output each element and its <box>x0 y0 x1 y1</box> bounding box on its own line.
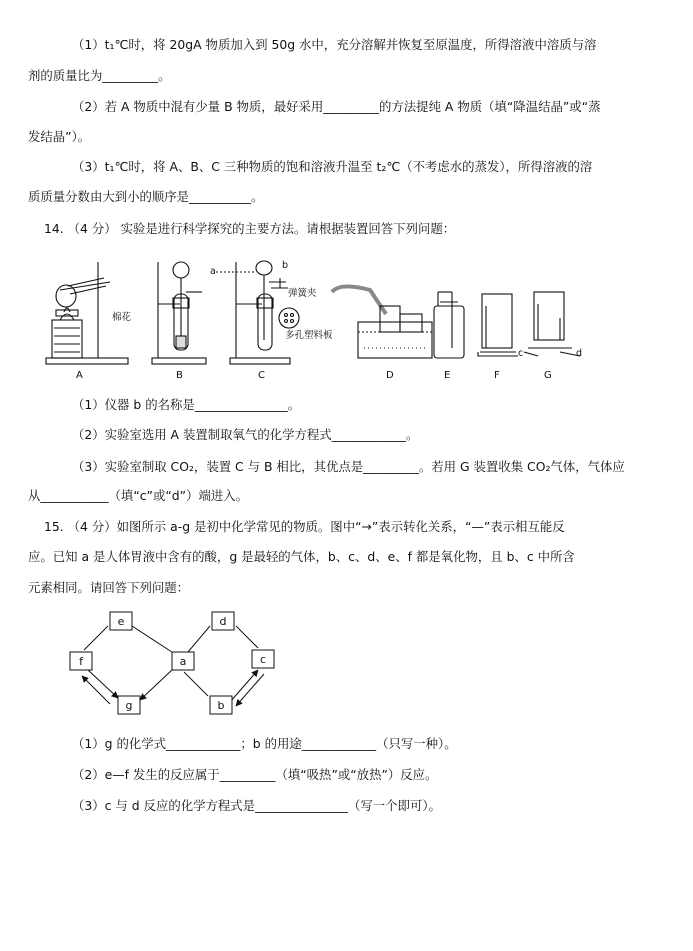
diagram-node-e: e <box>117 615 125 628</box>
q15-part2: （2）e—f 发生的反应属于_________（填“吸热”或“放热”）反应。 <box>72 767 438 782</box>
relationship-diagram <box>60 608 300 720</box>
q14-part1: （1）仪器 b 的名称是_______________。 <box>72 397 301 412</box>
apparatus-label-b: B <box>176 370 183 381</box>
diagram-node-a: a <box>179 655 187 668</box>
diagram-node-c: c <box>259 653 267 666</box>
apparatus-annotation-plate: 多孔塑料板 <box>285 330 333 341</box>
apparatus-f <box>478 294 518 356</box>
apparatus-label-a: A <box>76 370 83 381</box>
apparatus-figure <box>40 252 615 384</box>
q15-stem-line1: 15. （4 分）如图所示 a-g 是初中化学常见的物质。图中“→”表示转化关系，“—”表示相互能反 <box>44 519 565 534</box>
q13-part2-line2: 发结晶”）。 <box>28 129 91 144</box>
apparatus-annotation-d: d <box>576 348 583 359</box>
apparatus-d <box>332 286 432 358</box>
q15-stem-line2: 应。已知 a 是人体胃液中含有的酸，g 是最轻的气体，b、c、d、e、f 都是氧化物，且 b、c 中所含 <box>28 549 575 564</box>
apparatus-annotation-clip: 弹簧夹 <box>288 288 317 299</box>
apparatus-b <box>152 262 206 364</box>
apparatus-label-e: E <box>444 370 451 381</box>
q13-part3-line1: （3）t₁℃时，将 A、B、C 三种物质的饱和溶液升温至 t₂℃（不考虑水的蒸发），所得溶液的溶 <box>72 159 593 174</box>
apparatus-e <box>434 292 464 358</box>
apparatus-annotation-a: a <box>210 266 216 277</box>
q13-part1-line1: （1）t₁℃时，将 20gA 物质加入到 50g 水中，充分溶解并恢复至原温度，所得溶液中溶质与溶 <box>72 37 597 52</box>
apparatus-label-d: D <box>386 370 394 381</box>
apparatus-annotation-c: c <box>518 348 524 359</box>
q14-part3-line1: （3）实验室制取 CO₂，装置 C 与 B 相比，其优点是_________。若用 G 装置收集 CO₂气体，气体应 <box>72 459 625 474</box>
diagram-node-d: d <box>219 615 227 628</box>
apparatus-g <box>524 292 580 356</box>
apparatus-annotation-b: b <box>282 260 289 271</box>
apparatus-annotation-cotton: 棉花 <box>112 312 132 323</box>
q15-part1: （1）g 的化学式____________；b 的用途____________（只写一种）。 <box>72 736 457 751</box>
q14-part2: （2）实验室选用 A 装置制取氧气的化学方程式____________。 <box>72 427 419 442</box>
q14-stem: 14. （4 分） 实验是进行科学探究的主要方法。请根据装置回答下列问题： <box>44 221 456 236</box>
apparatus-label-f: F <box>494 370 500 381</box>
q14-part3-line2: 从___________（填“c”或“d”）端进入。 <box>28 488 249 503</box>
diagram-node-f: f <box>79 655 83 668</box>
apparatus-label-c: C <box>258 370 265 381</box>
q13-part2-line1: （2）若 A 物质中混有少量 B 物质，最好采用_________的方法提纯 A 物质（填“降温结晶”或“蒸 <box>72 99 601 114</box>
q13-part3-line2: 质质量分数由大到小的顺序是__________。 <box>28 189 264 204</box>
q15-part3: （3）c 与 d 反应的化学方程式是_______________（写一个即可）。 <box>72 798 441 813</box>
q13-part1-line2: 剂的质量比为_________。 <box>28 68 171 83</box>
apparatus-c <box>216 261 299 364</box>
apparatus-label-g: G <box>544 370 552 381</box>
diagram-node-b: b <box>217 699 225 712</box>
q15-stem-line3: 元素相同。请回答下列问题： <box>28 580 190 595</box>
diagram-node-g: g <box>125 699 133 712</box>
